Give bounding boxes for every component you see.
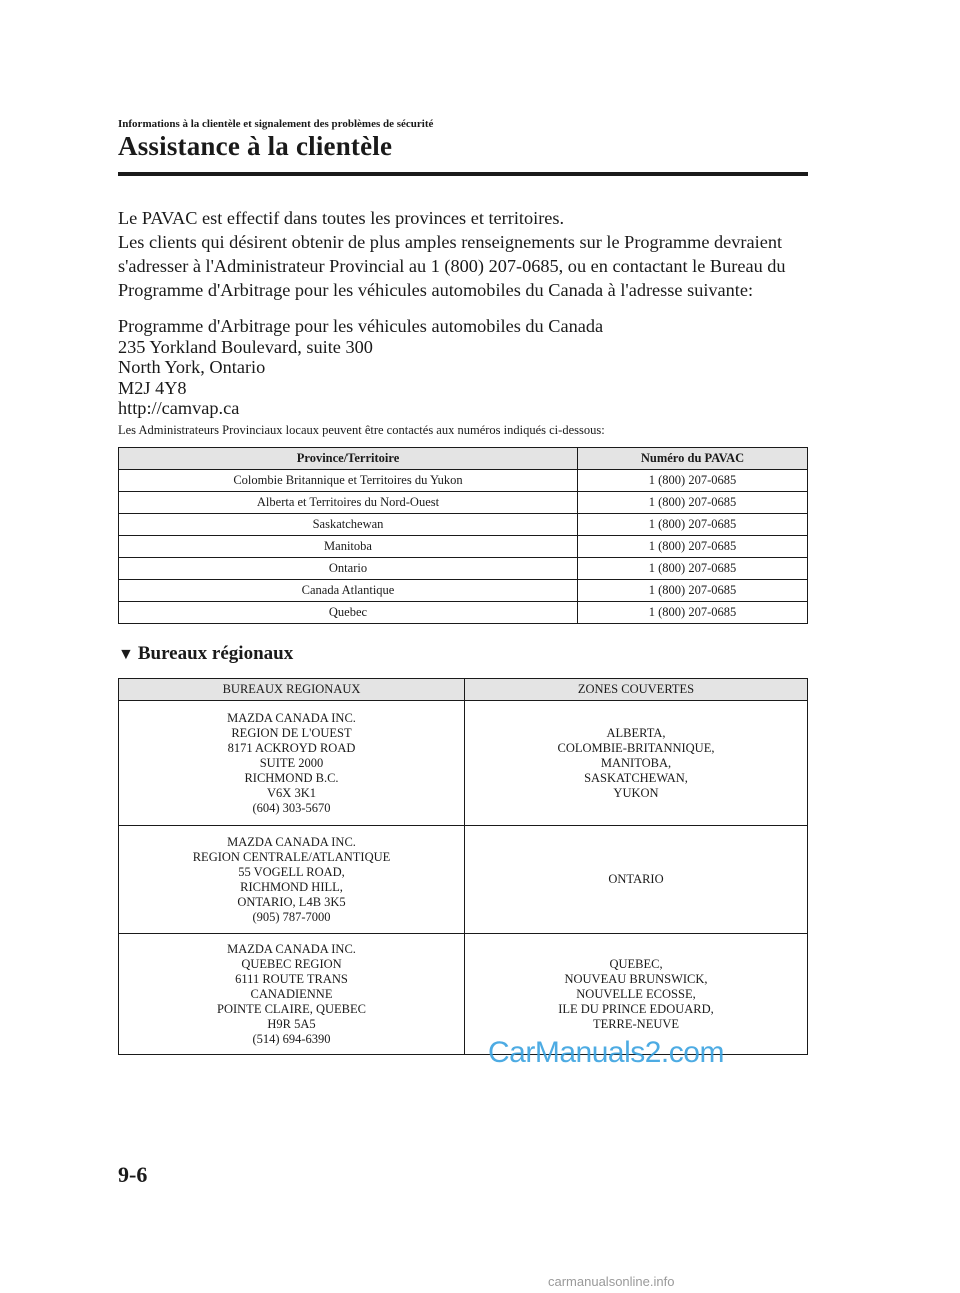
office-line: MAZDA CANADA INC. (227, 710, 356, 725)
office-line: POINTE CLAIRE, QUEBEC (217, 1001, 366, 1016)
zone-line: ILE DU PRINCE EDOUARD, (558, 1001, 714, 1016)
phone-cell: 1 (800) 207-0685 (578, 492, 808, 514)
page-title: Assistance à la clientèle (118, 131, 393, 161)
province-cell: Alberta et Territoires du Nord-Ouest (119, 492, 578, 514)
phone-cell: 1 (800) 207-0685 (578, 580, 808, 602)
address-line: North York, Ontario (118, 357, 266, 377)
table-row (119, 602, 808, 624)
zones-cell (465, 701, 808, 826)
zone-line: COLOMBIE-BRITANNIQUE, (557, 740, 715, 755)
camvap-address (118, 316, 603, 419)
address-line: 235 Yorkland Boulevard, suite 300 (118, 336, 373, 357)
intro-paragraph (118, 206, 818, 302)
office-line: (604) 303-5670 (252, 800, 331, 815)
office-cell (119, 934, 465, 1055)
intro-line: s'adresser à l'Administrateur Provincial au 1 (800) 207-0685, ou en contactant le Bureau du (118, 256, 786, 276)
footer-watermark: carmanualsonline.info (548, 1274, 675, 1289)
address-line: Programme d'Arbitrage pour les véhicules automobiles du Canada (118, 316, 604, 336)
column-header: ZONES COUVERTES (465, 679, 808, 701)
zone-line: NOUVEAU BRUNSWICK, (564, 971, 708, 986)
phone-cell: 1 (800) 207-0685 (578, 514, 808, 536)
province-cell: Saskatchewan (119, 514, 578, 536)
column-header: Province/Territoire (119, 448, 578, 470)
intro-line: Programme d'Arbitrage pour les véhicules automobiles du Canada à l'adresse suivante: (118, 280, 754, 300)
office-line: REGION DE L'OUEST (231, 725, 352, 740)
title-divider (118, 172, 808, 176)
table-row (119, 470, 808, 492)
province-cell: Quebec (119, 602, 578, 624)
office-line: RICHMOND HILL, (240, 879, 343, 894)
admin-note: Les Administrateurs Provinciaux locaux peuvent être contactés aux numéros indiqués ci-dessous: (118, 423, 605, 437)
triangle-down-icon: ▼ (118, 646, 134, 663)
office-line: (514) 694-6390 (252, 1031, 331, 1046)
zone-line: ALBERTA, (606, 725, 666, 740)
zone-line: YUKON (613, 785, 659, 800)
zone-line: QUEBEC, (609, 956, 663, 971)
page-number: 9-6 (118, 1162, 148, 1187)
office-cell (119, 826, 465, 934)
intro-line: Le PAVAC est effectif dans toutes les provinces et territoires. (118, 208, 565, 228)
phone-cell: 1 (800) 207-0685 (578, 602, 808, 624)
address-line: M2J 4Y8 (118, 377, 187, 398)
office-line: MAZDA CANADA INC. (227, 834, 356, 849)
province-cell: Ontario (119, 558, 578, 580)
phone-cell: 1 (800) 207-0685 (578, 470, 808, 492)
provincial-admin-table (118, 447, 808, 624)
regional-offices-table (118, 678, 808, 1055)
zones-cell (465, 826, 808, 934)
section-heading-text: Bureaux régionaux (137, 643, 294, 664)
office-line: CANADIENNE (250, 986, 333, 1001)
table-header-row (119, 679, 808, 701)
zone-line: NOUVELLE ECOSSE, (576, 986, 696, 1001)
province-cell: Manitoba (119, 536, 578, 558)
province-cell: Colombie Britannique et Territoires du Yukon (119, 470, 578, 492)
phone-cell: 1 (800) 207-0685 (578, 536, 808, 558)
office-line: RICHMOND B.C. (244, 770, 339, 785)
phone-cell: 1 (800) 207-0685 (578, 558, 808, 580)
office-line: 6111 ROUTE TRANS (235, 971, 348, 986)
intro-line: Les clients qui désirent obtenir de plus amples renseignements sur le Programme devraient (118, 232, 783, 252)
table-row (119, 701, 808, 826)
breadcrumb: Informations à la clientèle et signalement des problèmes de sécurité (118, 118, 434, 130)
column-header: Numéro du PAVAC (578, 448, 808, 470)
office-line: MAZDA CANADA INC. (227, 941, 356, 956)
table-header-row (119, 448, 808, 470)
zone-line: SASKATCHEWAN, (584, 770, 688, 785)
table-row (119, 514, 808, 536)
office-line: SUITE 2000 (259, 755, 324, 770)
office-line: 8171 ACKROYD ROAD (227, 740, 356, 755)
camvap-link[interactable]: http://camvap.ca (118, 398, 240, 418)
table-row (119, 580, 808, 602)
office-line: 55 VOGELL ROAD, (238, 864, 345, 879)
table-row (119, 558, 808, 580)
column-header: BUREAUX REGIONAUX (119, 679, 465, 701)
province-cell: Canada Atlantique (119, 580, 578, 602)
watermark-logo: CarManuals2.com (488, 1036, 724, 1069)
office-line: (905) 787-7000 (252, 909, 331, 924)
zone-line: TERRE-NEUVE (592, 1016, 680, 1031)
office-cell (119, 701, 465, 826)
office-line: H9R 5A5 (267, 1016, 316, 1031)
table-row (119, 536, 808, 558)
zone-line: MANITOBA, (600, 755, 672, 770)
table-row (119, 826, 808, 934)
office-line: V6X 3K1 (267, 785, 316, 800)
office-line: ONTARIO, L4B 3K5 (237, 894, 346, 909)
zone-line: ONTARIO (608, 872, 664, 886)
office-line: QUEBEC REGION (241, 956, 342, 971)
office-line: REGION CENTRALE/ATLANTIQUE (192, 849, 391, 864)
section-heading (118, 643, 293, 665)
table-row (119, 492, 808, 514)
